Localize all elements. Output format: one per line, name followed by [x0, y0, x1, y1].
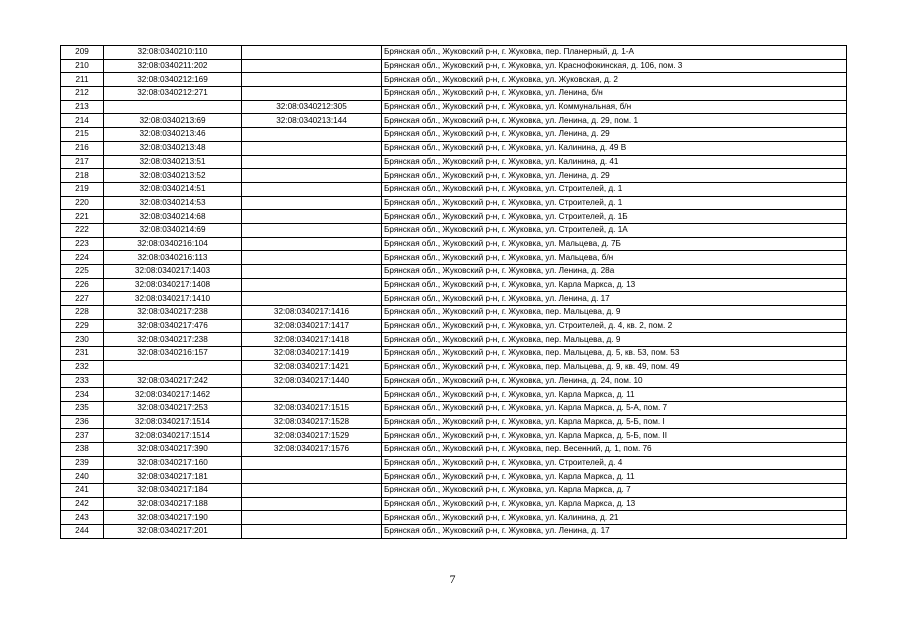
land-cadastral-cell: 32:08:0340213:51 [104, 155, 242, 169]
object-cadastral-cell [242, 388, 382, 402]
row-number-cell: 222 [61, 223, 104, 237]
row-number-cell: 219 [61, 182, 104, 196]
table-row [61, 182, 847, 196]
table-row [61, 265, 847, 279]
land-cadastral-cell: 32:08:0340217:238 [104, 333, 242, 347]
land-cadastral-cell: 32:08:0340216:113 [104, 251, 242, 265]
land-cadastral-cell: 32:08:0340217:1410 [104, 292, 242, 306]
land-cadastral-cell: 32:08:0340217:1514 [104, 415, 242, 429]
address-cell: Брянская обл., Жуковский р-н, г. Жуковка, ул. Мальцева, д. 7Б [382, 237, 847, 251]
row-number-cell: 218 [61, 169, 104, 183]
object-cadastral-cell: 32:08:0340213:144 [242, 114, 382, 128]
object-cadastral-cell [242, 46, 382, 60]
table-row [61, 251, 847, 265]
row-number-cell: 215 [61, 128, 104, 142]
object-cadastral-cell [242, 182, 382, 196]
table-row [61, 333, 847, 347]
object-cadastral-cell [242, 128, 382, 142]
row-number-cell: 235 [61, 401, 104, 415]
table-row [61, 347, 847, 361]
land-cadastral-cell: 32:08:0340217:476 [104, 319, 242, 333]
land-cadastral-cell: 32:08:0340214:69 [104, 223, 242, 237]
row-number-cell: 229 [61, 319, 104, 333]
table-row [61, 319, 847, 333]
address-cell: Брянская обл., Жуковский р-н, г. Жуковка, пер. Мальцева, д. 9 [382, 306, 847, 320]
land-cadastral-cell: 32:08:0340214:53 [104, 196, 242, 210]
object-cadastral-cell [242, 73, 382, 87]
object-cadastral-cell [242, 484, 382, 498]
row-number-cell: 237 [61, 429, 104, 443]
address-cell: Брянская обл., Жуковский р-н, г. Жуковка, пер. Весенний, д. 1, пом. 76 [382, 442, 847, 456]
table-row [61, 456, 847, 470]
table-row [61, 155, 847, 169]
row-number-cell: 228 [61, 306, 104, 320]
row-number-cell: 224 [61, 251, 104, 265]
land-cadastral-cell: 32:08:0340212:271 [104, 87, 242, 101]
table-row [61, 360, 847, 374]
address-cell: Брянская обл., Жуковский р-н, г. Жуковка, ул. Строителей, д. 1А [382, 223, 847, 237]
land-cadastral-cell: 32:08:0340210:110 [104, 46, 242, 60]
address-cell: Брянская обл., Жуковский р-н, г. Жуковка, пер. Мальцева, д. 9, кв. 49, пом. 49 [382, 360, 847, 374]
address-cell: Брянская обл., Жуковский р-н, г. Жуковка, ул. Ленина, б/н [382, 87, 847, 101]
address-cell: Брянская обл., Жуковский р-н, г. Жуковка, ул. Мальцева, б/н [382, 251, 847, 265]
land-cadastral-cell: 32:08:0340217:1403 [104, 265, 242, 279]
land-cadastral-cell: 32:08:0340217:1514 [104, 429, 242, 443]
object-cadastral-cell: 32:08:0340217:1576 [242, 442, 382, 456]
land-cadastral-cell [104, 360, 242, 374]
row-number-cell: 226 [61, 278, 104, 292]
row-number-cell: 244 [61, 525, 104, 539]
row-number-cell: 211 [61, 73, 104, 87]
table-row [61, 306, 847, 320]
table-row [61, 415, 847, 429]
address-cell: Брянская обл., Жуковский р-н, г. Жуковка, ул. Калинина, д. 21 [382, 511, 847, 525]
row-number-cell: 243 [61, 511, 104, 525]
address-cell: Брянская обл., Жуковский р-н, г. Жуковка, ул. Ленина, д. 28а [382, 265, 847, 279]
object-cadastral-cell [242, 87, 382, 101]
object-cadastral-cell [242, 169, 382, 183]
table-row [61, 100, 847, 114]
object-cadastral-cell: 32:08:0340217:1416 [242, 306, 382, 320]
land-cadastral-cell: 32:08:0340217:160 [104, 456, 242, 470]
table-row [61, 497, 847, 511]
page-number: 7 [449, 572, 456, 586]
address-cell: Брянская обл., Жуковский р-н, г. Жуковка, ул. Карла Маркса, д. 11 [382, 470, 847, 484]
row-number-cell: 240 [61, 470, 104, 484]
land-cadastral-cell: 32:08:0340217:253 [104, 401, 242, 415]
address-cell: Брянская обл., Жуковский р-н, г. Жуковка, ул. Карла Маркса, д. 13 [382, 278, 847, 292]
row-number-cell: 212 [61, 87, 104, 101]
row-number-cell: 210 [61, 59, 104, 73]
registry-table [60, 45, 847, 539]
table-row [61, 73, 847, 87]
table-row [61, 470, 847, 484]
object-cadastral-cell [242, 237, 382, 251]
land-cadastral-cell: 32:08:0340217:1462 [104, 388, 242, 402]
land-cadastral-cell: 32:08:0340212:169 [104, 73, 242, 87]
object-cadastral-cell: 32:08:0340212:305 [242, 100, 382, 114]
land-cadastral-cell: 32:08:0340217:390 [104, 442, 242, 456]
address-cell: Брянская обл., Жуковский р-н, г. Жуковка, ул. Калинина, д. 49 В [382, 141, 847, 155]
table-row [61, 292, 847, 306]
object-cadastral-cell [242, 525, 382, 539]
table-row [61, 46, 847, 60]
object-cadastral-cell [242, 210, 382, 224]
row-number-cell: 216 [61, 141, 104, 155]
table-row [61, 59, 847, 73]
object-cadastral-cell [242, 223, 382, 237]
row-number-cell: 233 [61, 374, 104, 388]
row-number-cell: 209 [61, 46, 104, 60]
land-cadastral-cell: 32:08:0340214:68 [104, 210, 242, 224]
row-number-cell: 241 [61, 484, 104, 498]
address-cell: Брянская обл., Жуковский р-н, г. Жуковка, ул. Ленина, д. 29 [382, 169, 847, 183]
object-cadastral-cell: 32:08:0340217:1421 [242, 360, 382, 374]
object-cadastral-cell [242, 251, 382, 265]
table-row [61, 114, 847, 128]
address-cell: Брянская обл., Жуковский р-н, г. Жуковка, ул. Краснофокинская, д. 106, пом. 3 [382, 59, 847, 73]
row-number-cell: 242 [61, 497, 104, 511]
object-cadastral-cell: 32:08:0340217:1440 [242, 374, 382, 388]
row-number-cell: 231 [61, 347, 104, 361]
address-cell: Брянская обл., Жуковский р-н, г. Жуковка, ул. Ленина, д. 29, пом. 1 [382, 114, 847, 128]
address-cell: Брянская обл., Жуковский р-н, г. Жуковка, ул. Строителей, д. 1Б [382, 210, 847, 224]
row-number-cell: 220 [61, 196, 104, 210]
table-row [61, 442, 847, 456]
address-cell: Брянская обл., Жуковский р-н, г. Жуковка, ул. Ленина, д. 17 [382, 525, 847, 539]
land-cadastral-cell: 32:08:0340213:52 [104, 169, 242, 183]
object-cadastral-cell [242, 196, 382, 210]
address-cell: Брянская обл., Жуковский р-н, г. Жуковка, пер. Мальцева, д. 5, кв. 53, пом. 53 [382, 347, 847, 361]
object-cadastral-cell [242, 511, 382, 525]
land-cadastral-cell: 32:08:0340217:181 [104, 470, 242, 484]
address-cell: Брянская обл., Жуковский р-н, г. Жуковка, пер. Мальцева, д. 9 [382, 333, 847, 347]
object-cadastral-cell [242, 155, 382, 169]
address-cell: Брянская обл., Жуковский р-н, г. Жуковка, ул. Карла Маркса, д. 5-А, пом. 7 [382, 401, 847, 415]
address-cell: Брянская обл., Жуковский р-н, г. Жуковка, ул. Ленина, д. 24, пом. 10 [382, 374, 847, 388]
address-cell: Брянская обл., Жуковский р-н, г. Жуковка, ул. Карла Маркса, д. 5-Б, пом. II [382, 429, 847, 443]
land-cadastral-cell: 32:08:0340217:184 [104, 484, 242, 498]
land-cadastral-cell: 32:08:0340211:202 [104, 59, 242, 73]
table-row [61, 210, 847, 224]
land-cadastral-cell: 32:08:0340213:48 [104, 141, 242, 155]
object-cadastral-cell: 32:08:0340217:1528 [242, 415, 382, 429]
table-row [61, 511, 847, 525]
address-cell: Брянская обл., Жуковский р-н, г. Жуковка, пер. Планерный, д. 1-А [382, 46, 847, 60]
table-row [61, 278, 847, 292]
land-cadastral-cell: 32:08:0340213:46 [104, 128, 242, 142]
row-number-cell: 236 [61, 415, 104, 429]
table-row [61, 141, 847, 155]
object-cadastral-cell [242, 59, 382, 73]
address-cell: Брянская обл., Жуковский р-н, г. Жуковка, ул. Калинина, д. 41 [382, 155, 847, 169]
address-cell: Брянская обл., Жуковский р-н, г. Жуковка, ул. Карла Маркса, д. 13 [382, 497, 847, 511]
object-cadastral-cell: 32:08:0340217:1419 [242, 347, 382, 361]
object-cadastral-cell [242, 470, 382, 484]
land-cadastral-cell: 32:08:0340216:104 [104, 237, 242, 251]
row-number-cell: 232 [61, 360, 104, 374]
land-cadastral-cell: 32:08:0340217:242 [104, 374, 242, 388]
land-cadastral-cell: 32:08:0340217:201 [104, 525, 242, 539]
row-number-cell: 217 [61, 155, 104, 169]
row-number-cell: 213 [61, 100, 104, 114]
object-cadastral-cell: 32:08:0340217:1417 [242, 319, 382, 333]
table-row [61, 223, 847, 237]
row-number-cell: 221 [61, 210, 104, 224]
row-number-cell: 230 [61, 333, 104, 347]
land-cadastral-cell: 32:08:0340216:157 [104, 347, 242, 361]
row-number-cell: 238 [61, 442, 104, 456]
address-cell: Брянская обл., Жуковский р-н, г. Жуковка, ул. Коммунальная, б/н [382, 100, 847, 114]
row-number-cell: 239 [61, 456, 104, 470]
address-cell: Брянская обл., Жуковский р-н, г. Жуковка, ул. Строителей, д. 1 [382, 196, 847, 210]
row-number-cell: 234 [61, 388, 104, 402]
object-cadastral-cell [242, 141, 382, 155]
land-cadastral-cell: 32:08:0340217:238 [104, 306, 242, 320]
object-cadastral-cell: 32:08:0340217:1515 [242, 401, 382, 415]
row-number-cell: 223 [61, 237, 104, 251]
object-cadastral-cell: 32:08:0340217:1529 [242, 429, 382, 443]
object-cadastral-cell [242, 497, 382, 511]
registry-table-body [61, 46, 847, 539]
land-cadastral-cell: 32:08:0340217:188 [104, 497, 242, 511]
table-row [61, 525, 847, 539]
row-number-cell: 227 [61, 292, 104, 306]
table-row [61, 429, 847, 443]
address-cell: Брянская обл., Жуковский р-н, г. Жуковка, ул. Ленина, д. 17 [382, 292, 847, 306]
land-cadastral-cell: 32:08:0340214:51 [104, 182, 242, 196]
address-cell: Брянская обл., Жуковский р-н, г. Жуковка, ул. Ленина, д. 29 [382, 128, 847, 142]
object-cadastral-cell [242, 265, 382, 279]
address-cell: Брянская обл., Жуковский р-н, г. Жуковка, ул. Карла Маркса, д. 5-Б, пом. I [382, 415, 847, 429]
table-row [61, 484, 847, 498]
land-cadastral-cell: 32:08:0340217:190 [104, 511, 242, 525]
row-number-cell: 225 [61, 265, 104, 279]
table-row [61, 87, 847, 101]
table-row [61, 374, 847, 388]
address-cell: Брянская обл., Жуковский р-н, г. Жуковка, ул. Карла Маркса, д. 11 [382, 388, 847, 402]
land-cadastral-cell: 32:08:0340217:1408 [104, 278, 242, 292]
table-row [61, 169, 847, 183]
land-cadastral-cell [104, 100, 242, 114]
table-row [61, 128, 847, 142]
address-cell: Брянская обл., Жуковский р-н, г. Жуковка, ул. Строителей, д. 4, кв. 2, пом. 2 [382, 319, 847, 333]
address-cell: Брянская обл., Жуковский р-н, г. Жуковка, ул. Строителей, д. 1 [382, 182, 847, 196]
table-row [61, 388, 847, 402]
row-number-cell: 214 [61, 114, 104, 128]
table-row [61, 196, 847, 210]
address-cell: Брянская обл., Жуковский р-н, г. Жуковка, ул. Строителей, д. 4 [382, 456, 847, 470]
object-cadastral-cell [242, 292, 382, 306]
land-cadastral-cell: 32:08:0340213:69 [104, 114, 242, 128]
address-cell: Брянская обл., Жуковский р-н, г. Жуковка, ул. Жуковская, д. 2 [382, 73, 847, 87]
table-row [61, 237, 847, 251]
object-cadastral-cell [242, 278, 382, 292]
object-cadastral-cell: 32:08:0340217:1418 [242, 333, 382, 347]
table-row [61, 401, 847, 415]
address-cell: Брянская обл., Жуковский р-н, г. Жуковка, ул. Карла Маркса, д. 7 [382, 484, 847, 498]
object-cadastral-cell [242, 456, 382, 470]
